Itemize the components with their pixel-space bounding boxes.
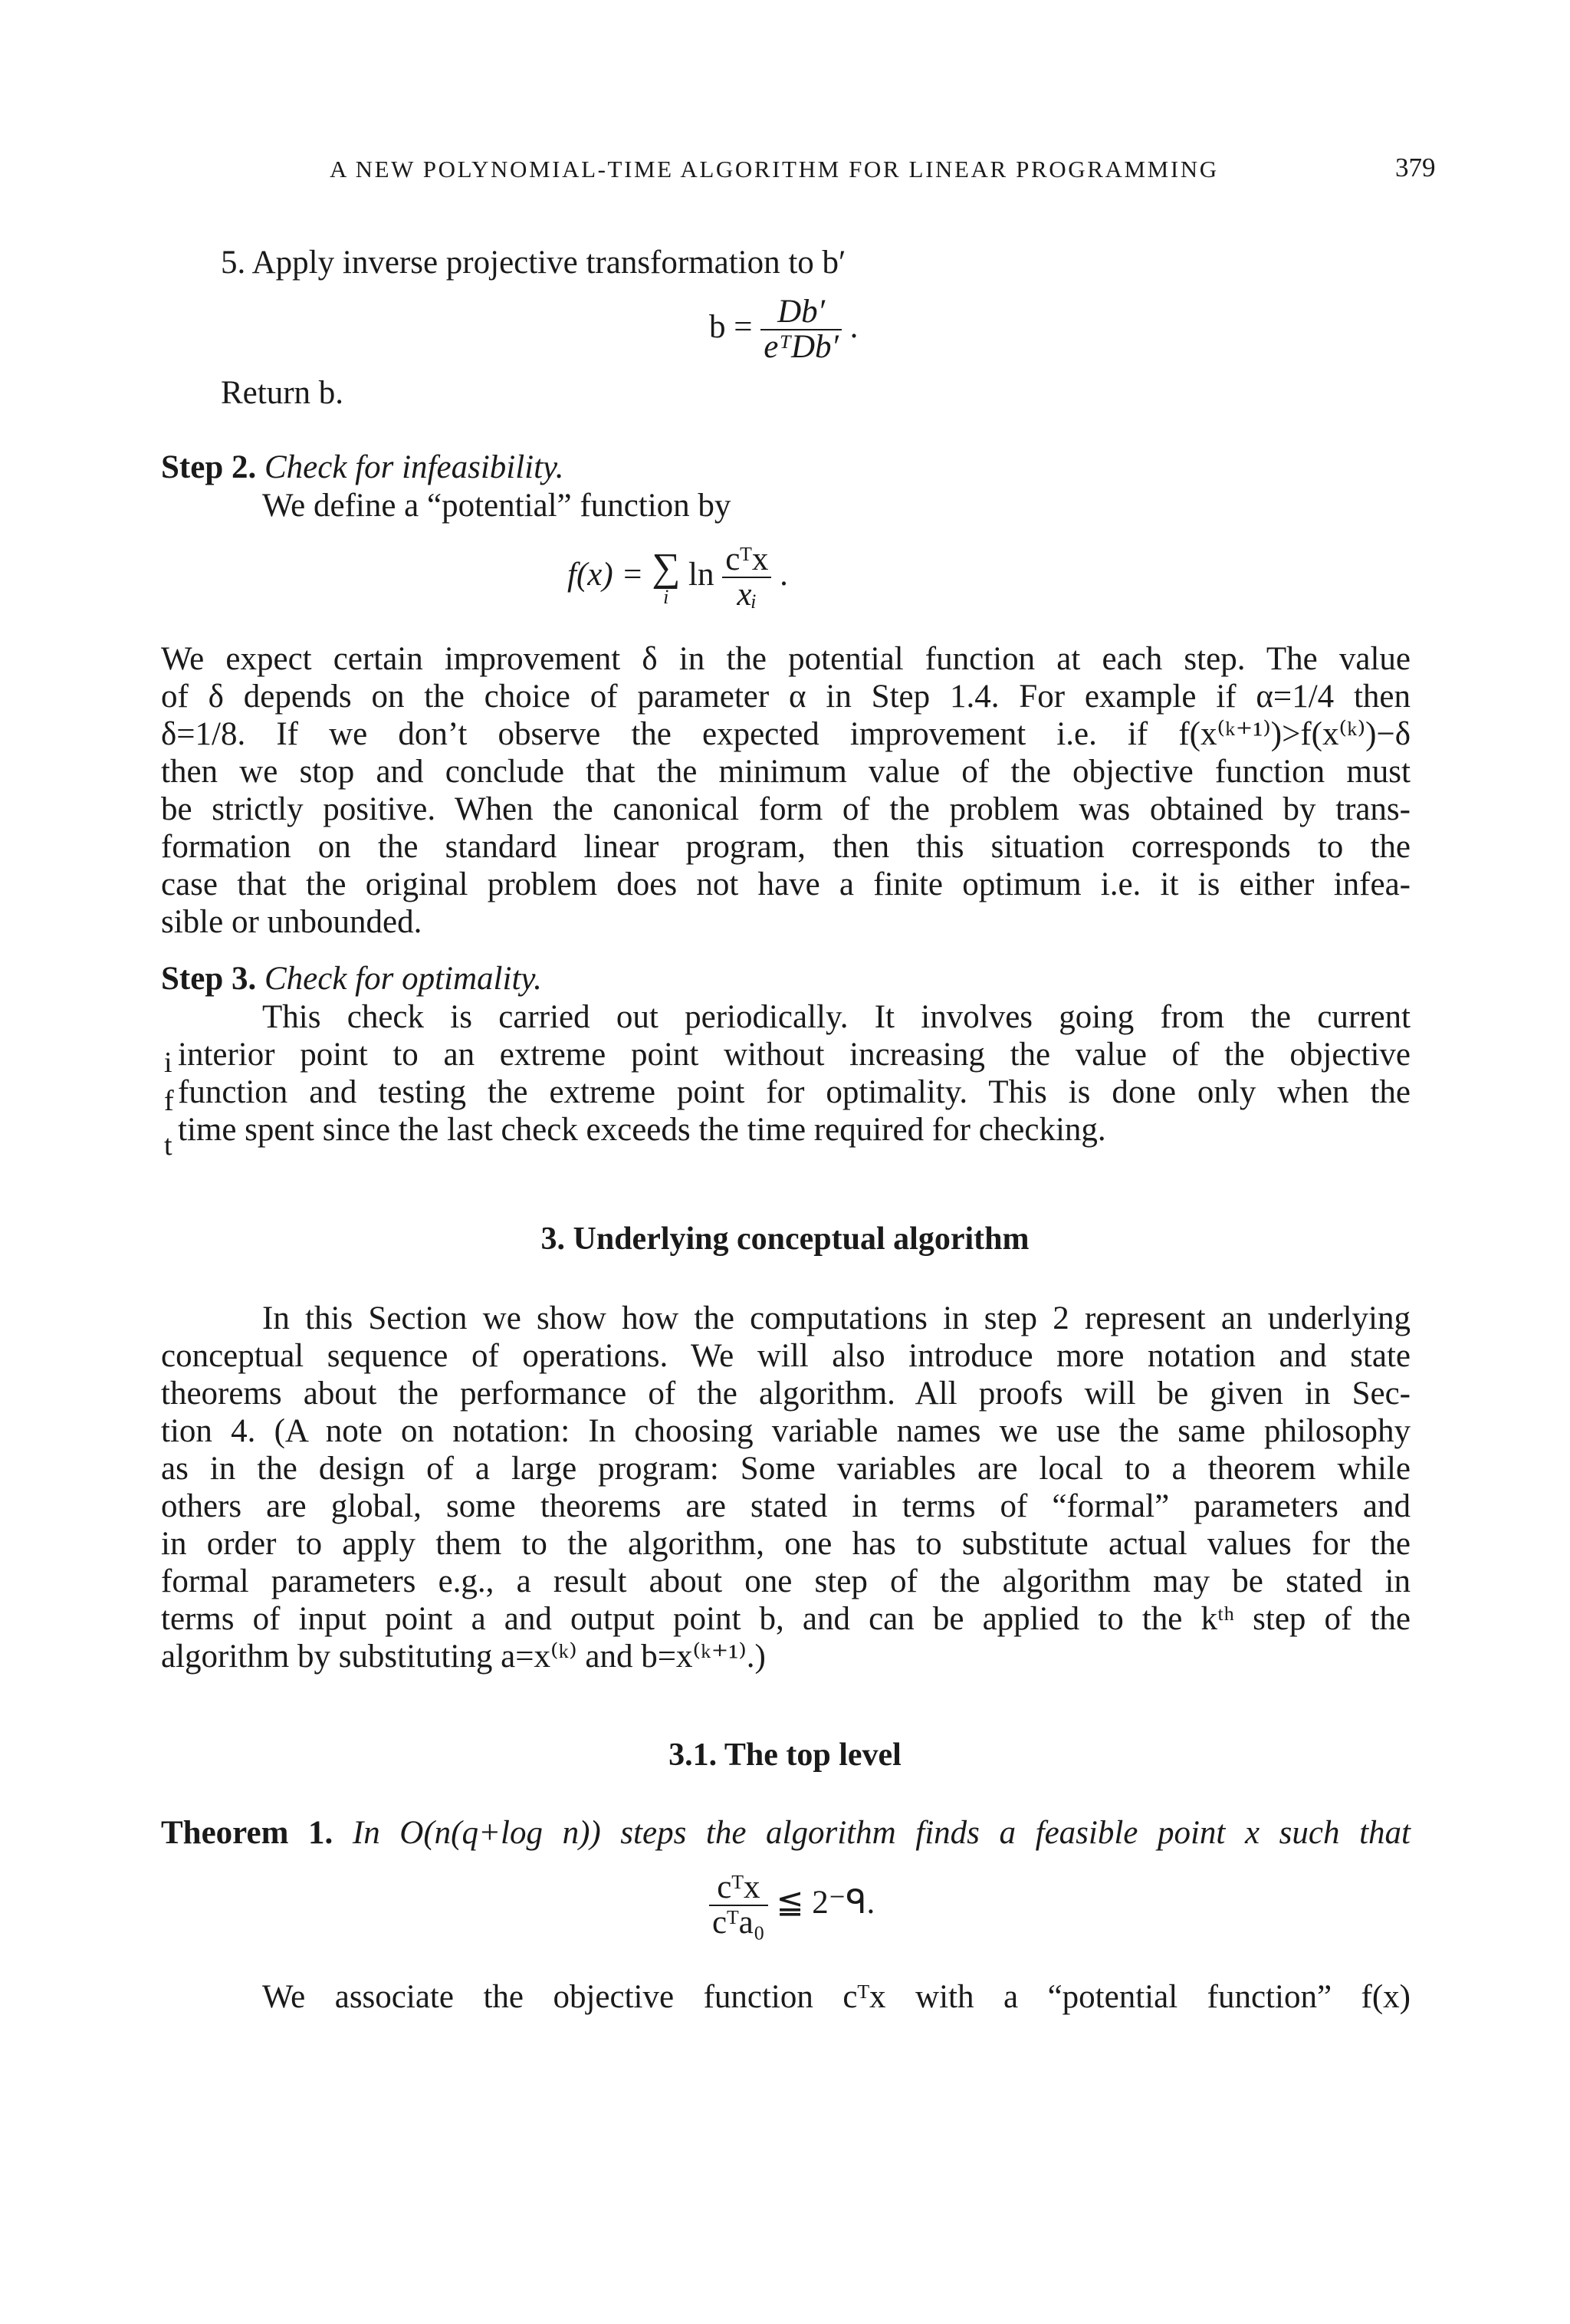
- theorem-1: [161, 1814, 1411, 1852]
- equation-b-fraction: [760, 295, 842, 364]
- step-2-heading: [161, 449, 1411, 486]
- step-2-line-1: We expect certain improvement δ in the potential function at each step. The value: [161, 641, 1411, 677]
- equation-b-denominator: eᵀDb′: [764, 329, 839, 365]
- step-3-line-1: This check is carried out periodically. It involves going from the current: [262, 999, 1411, 1035]
- stray-glyph-t: t: [164, 1129, 172, 1162]
- section-3-line-7: in order to apply them to the algorithm, one has to substitute actual values for the: [161, 1526, 1411, 1562]
- equation-b-numerator: Db′: [760, 295, 842, 330]
- step-3-label: Step 3.: [161, 961, 257, 997]
- equation-theorem-1-denominator: cᵀa₀: [712, 1905, 765, 1941]
- equation-potential: [567, 543, 788, 612]
- equation-potential-period: .: [780, 556, 788, 593]
- theorem-1-label: Theorem 1.: [161, 1815, 333, 1851]
- equation-potential-denominator: xᵢ: [737, 577, 757, 613]
- return-line: Return b.: [221, 375, 344, 411]
- step-2-line-8: sible or unbounded.: [161, 904, 422, 940]
- step-3-line-4: time spent since the last check exceeds the time required for checking.: [178, 1112, 1106, 1148]
- section-3-line-2: conceptual sequence of operations. We will also introduce more notation and state: [161, 1338, 1411, 1374]
- step-3-title: Check for optimality.: [264, 961, 542, 997]
- section-3-line-6: others are global, some theorems are stated in terms of “formal” parameters and: [161, 1488, 1411, 1524]
- section-3-line-8: formal parameters e.g., a result about one step of the algorithm may be stated in: [161, 1563, 1411, 1599]
- step-2-line-2: of δ depends on the choice of parameter α in Step 1.4. For example if α=1/4 then: [161, 679, 1411, 715]
- theorem-1-text: In O(n(q+log n)) steps the algorithm finds a feasible point x such that: [352, 1815, 1411, 1851]
- running-title: A NEW POLYNOMIAL-TIME ALGORITHM FOR LINEAR PROGRAMMING: [330, 156, 1219, 182]
- step-2-line-3: δ=1/8. If we don’t observe the expected improvement i.e. if f(x⁽ᵏ⁺¹⁾)>f(x⁽ᵏ⁾)−δ: [161, 716, 1411, 752]
- equation-theorem-1-numerator: cᵀx: [709, 1871, 768, 1906]
- section-3-heading: 3. Underlying conceptual algorithm: [540, 1221, 1030, 1257]
- equation-b-period: .: [849, 308, 859, 345]
- equation-theorem-1: [709, 1871, 875, 1940]
- section-3-line-10: algorithm by substituting a=x⁽ᵏ⁾ and b=x⁽ᵏ⁺¹⁾.): [161, 1639, 766, 1675]
- sum-index: i: [663, 586, 669, 608]
- step-2-title: Check for infeasibility.: [264, 449, 564, 485]
- section-3-line-3: theorems about the performance of the algorithm. All proofs will be given in Sec-: [161, 1376, 1411, 1412]
- step-3-heading: [161, 960, 1411, 998]
- step-2-intro: We define a “potential” function by: [262, 488, 731, 524]
- section-3-1-heading: 3.1. The top level: [668, 1737, 902, 1773]
- last-line: We associate the objective function cᵀx with a “potential function” f(x): [262, 1979, 1411, 2015]
- equation-potential-lhs: f(x) =: [567, 556, 644, 593]
- equation-theorem-1-fraction: [709, 1871, 768, 1940]
- equation-b-lhs: b =: [709, 308, 753, 345]
- sum-symbol: [652, 548, 680, 606]
- page-number: 379: [1395, 153, 1436, 182]
- sum-sign: ∑: [652, 546, 681, 590]
- stray-glyph-i: i: [164, 1047, 172, 1079]
- step-2-label: Step 2.: [161, 449, 257, 485]
- step-1-5-text: 5. Apply inverse projective transformation to b′: [221, 245, 846, 281]
- section-3-line-1: In this Section we show how the computations in step 2 represent an underlying: [262, 1300, 1411, 1336]
- log-symbol: ln: [688, 556, 714, 593]
- equation-potential-fraction: [722, 543, 771, 612]
- step-2-line-6: formation on the standard linear program, then this situation corresponds to the: [161, 829, 1411, 865]
- section-3-line-5: as in the design of a large program: Some variables are local to a theorem while: [161, 1451, 1411, 1487]
- step-2-line-4: then we stop and conclude that the minimum value of the objective function must: [161, 754, 1411, 790]
- step-3-line-3: function and testing the extreme point for optimality. This is done only when the: [178, 1074, 1411, 1110]
- equation-theorem-1-relation: ≦ 2⁻ᑫ.: [776, 1884, 875, 1921]
- step-3-line-2: interior point to an extreme point without increasing the value of the objective: [178, 1037, 1411, 1073]
- section-3-line-4: tion 4. (A note on notation: In choosing variable names we use the same philosophy: [161, 1413, 1411, 1449]
- equation-potential-numerator: cᵀx: [722, 543, 771, 578]
- section-3-line-9: terms of input point a and output point b, and can be applied to the kᵗʰ step of the: [161, 1601, 1411, 1637]
- step-2-line-5: be strictly positive. When the canonical form of the problem was obtained by trans-: [161, 791, 1411, 827]
- equation-b: [709, 295, 858, 364]
- stray-glyph-f: f: [164, 1085, 174, 1117]
- step-2-line-7: case that the original problem does not have a finite optimum i.e. it is either infea-: [161, 866, 1411, 902]
